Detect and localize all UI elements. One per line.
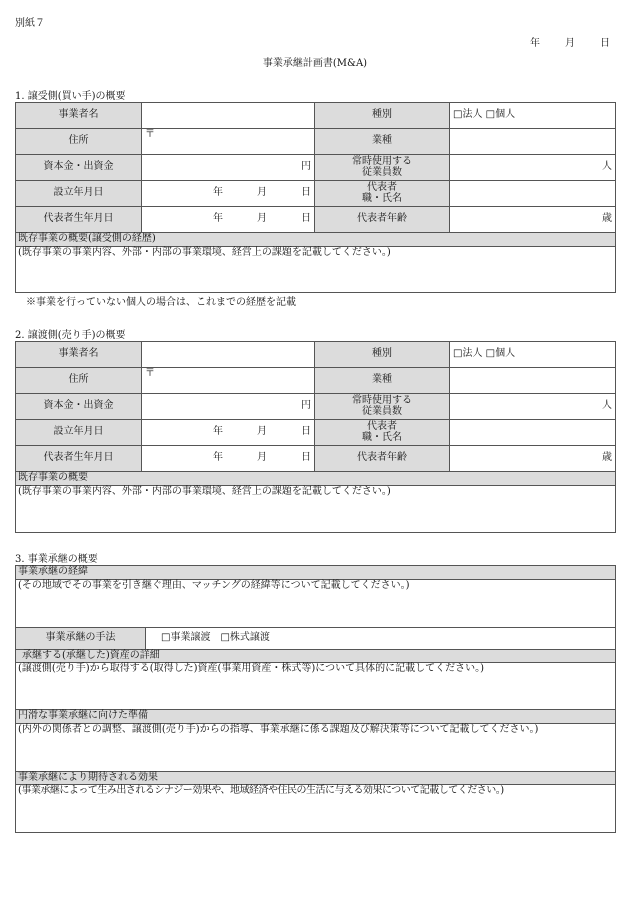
s1-age-unit: 歳 xyxy=(602,213,612,225)
s3-assets-heading: 承継する(承継した)資産の詳細 xyxy=(16,649,616,663)
s3-history-field[interactable] xyxy=(16,579,616,627)
section2-table xyxy=(15,341,616,533)
s3-assets-hint: (譲渡側(売り手)から取得する(取得した)資産(事業用資産・株式等)について具体的に記載してください。) xyxy=(18,663,485,674)
date-year: 年 xyxy=(530,38,540,49)
s1-capital-label: 資本金・出資金 xyxy=(16,155,142,181)
s1-yen-unit: 円 xyxy=(301,161,311,173)
s2-established-label: 設立年月日 xyxy=(16,420,142,446)
s2-existing-field[interactable] xyxy=(16,485,616,532)
s2-industry-label: 業種 xyxy=(315,368,450,394)
s1-birth-day: 日 xyxy=(301,213,311,225)
s1-existing-hint: (既存事業の事業内容、外部・内部の事業環境、経営上の課題を記載してください。) xyxy=(18,246,391,258)
s1-established-field[interactable] xyxy=(142,181,315,207)
s1-postal-mark: 〒 xyxy=(145,129,155,140)
s2-capital-field[interactable] xyxy=(142,394,315,420)
s2-est-day: 日 xyxy=(301,426,311,438)
s1-existing-heading: 既存事業の概要(譲受側の経歴) xyxy=(16,233,616,247)
s2-existing-hint: (既存事業の事業内容、外部・内部の事業環境、経営上の課題を記載してください。) xyxy=(18,485,391,497)
s2-birth-day: 日 xyxy=(301,452,311,464)
s2-yen-unit: 円 xyxy=(301,400,311,412)
s2-employees-label: 常時使用する 従業員数 xyxy=(315,394,450,420)
s2-birth-year: 年 xyxy=(213,452,223,464)
s1-rep-birth-field[interactable] xyxy=(142,207,315,233)
date-month: 月 xyxy=(565,38,575,49)
s2-age-unit: 歳 xyxy=(602,452,612,464)
s2-type-label: 種別 xyxy=(315,342,450,368)
s1-existing-field[interactable] xyxy=(16,246,616,292)
s3-effect-hint: (事業承継によって生み出されるシナジー効果や、地域経済や住民の生活に与える効果について記載してください。) xyxy=(18,785,504,796)
s1-rep-age-label: 代表者年齢 xyxy=(315,207,450,233)
s2-rep-age-field[interactable] xyxy=(450,446,616,472)
page-title: 事業承継計画書(M&A) xyxy=(262,58,368,69)
s2-postal-mark: 〒 xyxy=(145,368,155,379)
date-day: 日 xyxy=(600,38,610,49)
section1-heading: 1. 譲受側(買い手)の概要 xyxy=(15,91,126,102)
s2-persons-unit: 人 xyxy=(602,400,612,412)
s1-address-field[interactable] xyxy=(142,129,315,155)
s1-type-label: 種別 xyxy=(315,103,450,129)
s2-rep-age-label: 代表者年齢 xyxy=(315,446,450,472)
s3-method-options[interactable]: □事業譲渡 □株式譲渡 xyxy=(146,627,616,649)
s1-rep-birth-label: 代表者生年月日 xyxy=(16,207,142,233)
s1-note: ※事業を行っていない個人の場合は、これまでの経歴を記載 xyxy=(26,297,296,308)
s1-employees-label: 常時使用する 従業員数 xyxy=(315,155,450,181)
section2-heading: 2. 譲渡側(売り手)の概要 xyxy=(15,330,126,341)
s1-address-label: 住所 xyxy=(16,129,142,155)
s2-industry-field[interactable] xyxy=(450,368,616,394)
s2-est-year: 年 xyxy=(213,426,223,438)
s1-birth-month: 月 xyxy=(257,213,267,225)
s3-prep-field[interactable] xyxy=(16,723,616,771)
s3-effect-field[interactable] xyxy=(16,785,616,833)
s3-prep-hint: (内外の関係者との調整、譲渡側(売り手)からの指導、事業承継に係る課題及び解決策等について記載してください。) xyxy=(18,723,539,735)
s2-existing-heading: 既存事業の概要 xyxy=(16,472,616,486)
s1-established-label: 設立年月日 xyxy=(16,181,142,207)
s2-address-field[interactable] xyxy=(142,368,315,394)
s2-representative-label: 代表者 職・氏名 xyxy=(315,420,450,446)
s2-birth-month: 月 xyxy=(257,452,267,464)
s3-method-label: 事業承継の手法 xyxy=(16,627,146,649)
s1-est-month: 月 xyxy=(257,187,267,199)
s2-address-label: 住所 xyxy=(16,368,142,394)
section1-table xyxy=(15,102,616,293)
s2-capital-label: 資本金・出資金 xyxy=(16,394,142,420)
s3-prep-heading: 円滑な事業承継に向けた準備 xyxy=(16,710,616,724)
s2-type-options[interactable]: □法人 □個人 xyxy=(450,342,616,368)
s1-employees-field[interactable] xyxy=(450,155,616,181)
s1-representative-label: 代表者 職・氏名 xyxy=(315,181,450,207)
s1-est-year: 年 xyxy=(213,187,223,199)
s1-persons-unit: 人 xyxy=(602,161,612,173)
s1-business-name-label: 事業者名 xyxy=(16,103,142,129)
s3-effect-heading: 事業承継により期待される効果 xyxy=(16,771,616,785)
s2-rep-birth-field[interactable] xyxy=(142,446,315,472)
section3-table xyxy=(15,565,616,833)
s1-est-day: 日 xyxy=(301,187,311,199)
date-line xyxy=(530,38,610,49)
s3-history-heading: 事業承継の経緯 xyxy=(16,566,616,580)
s1-capital-field[interactable] xyxy=(142,155,315,181)
s2-representative-field[interactable] xyxy=(450,420,616,446)
s2-est-month: 月 xyxy=(257,426,267,438)
s1-type-options[interactable]: □法人 □個人 xyxy=(450,103,616,129)
s1-rep-age-field[interactable] xyxy=(450,207,616,233)
s1-birth-year: 年 xyxy=(213,213,223,225)
s2-business-name-field[interactable] xyxy=(142,342,315,368)
section3-heading: 3. 事業承継の概要 xyxy=(15,554,98,565)
s1-representative-field[interactable] xyxy=(450,181,616,207)
attachment-label: 別紙７ xyxy=(15,18,45,29)
s1-industry-label: 業種 xyxy=(315,129,450,155)
s3-history-hint: (その地域でその事業を引き継ぐ理由、マッチングの経緯等について記載してください。) xyxy=(18,579,410,591)
s2-rep-birth-label: 代表者生年月日 xyxy=(16,446,142,472)
s3-assets-field[interactable] xyxy=(16,663,616,710)
s2-business-name-label: 事業者名 xyxy=(16,342,142,368)
s1-business-name-field[interactable] xyxy=(142,103,315,129)
s2-established-field[interactable] xyxy=(142,420,315,446)
s2-employees-field[interactable] xyxy=(450,394,616,420)
s1-industry-field[interactable] xyxy=(450,129,616,155)
